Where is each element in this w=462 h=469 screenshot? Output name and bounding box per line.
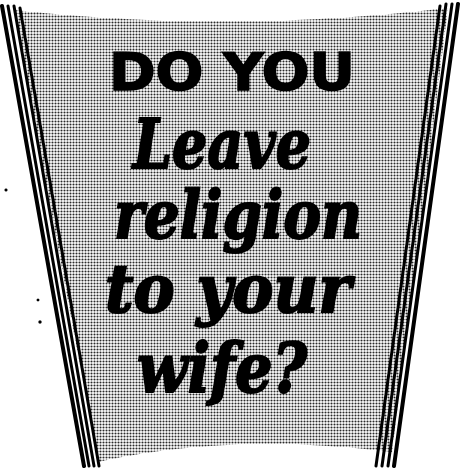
script-line-to-your: to your bbox=[105, 250, 355, 328]
print-specks bbox=[5, 189, 42, 324]
script-line-wife: wife? bbox=[137, 329, 308, 409]
script-line-leave: Leave bbox=[131, 105, 311, 185]
script-line-religion: religion bbox=[114, 176, 362, 254]
headline-do-you: DO YOU bbox=[109, 43, 355, 103]
